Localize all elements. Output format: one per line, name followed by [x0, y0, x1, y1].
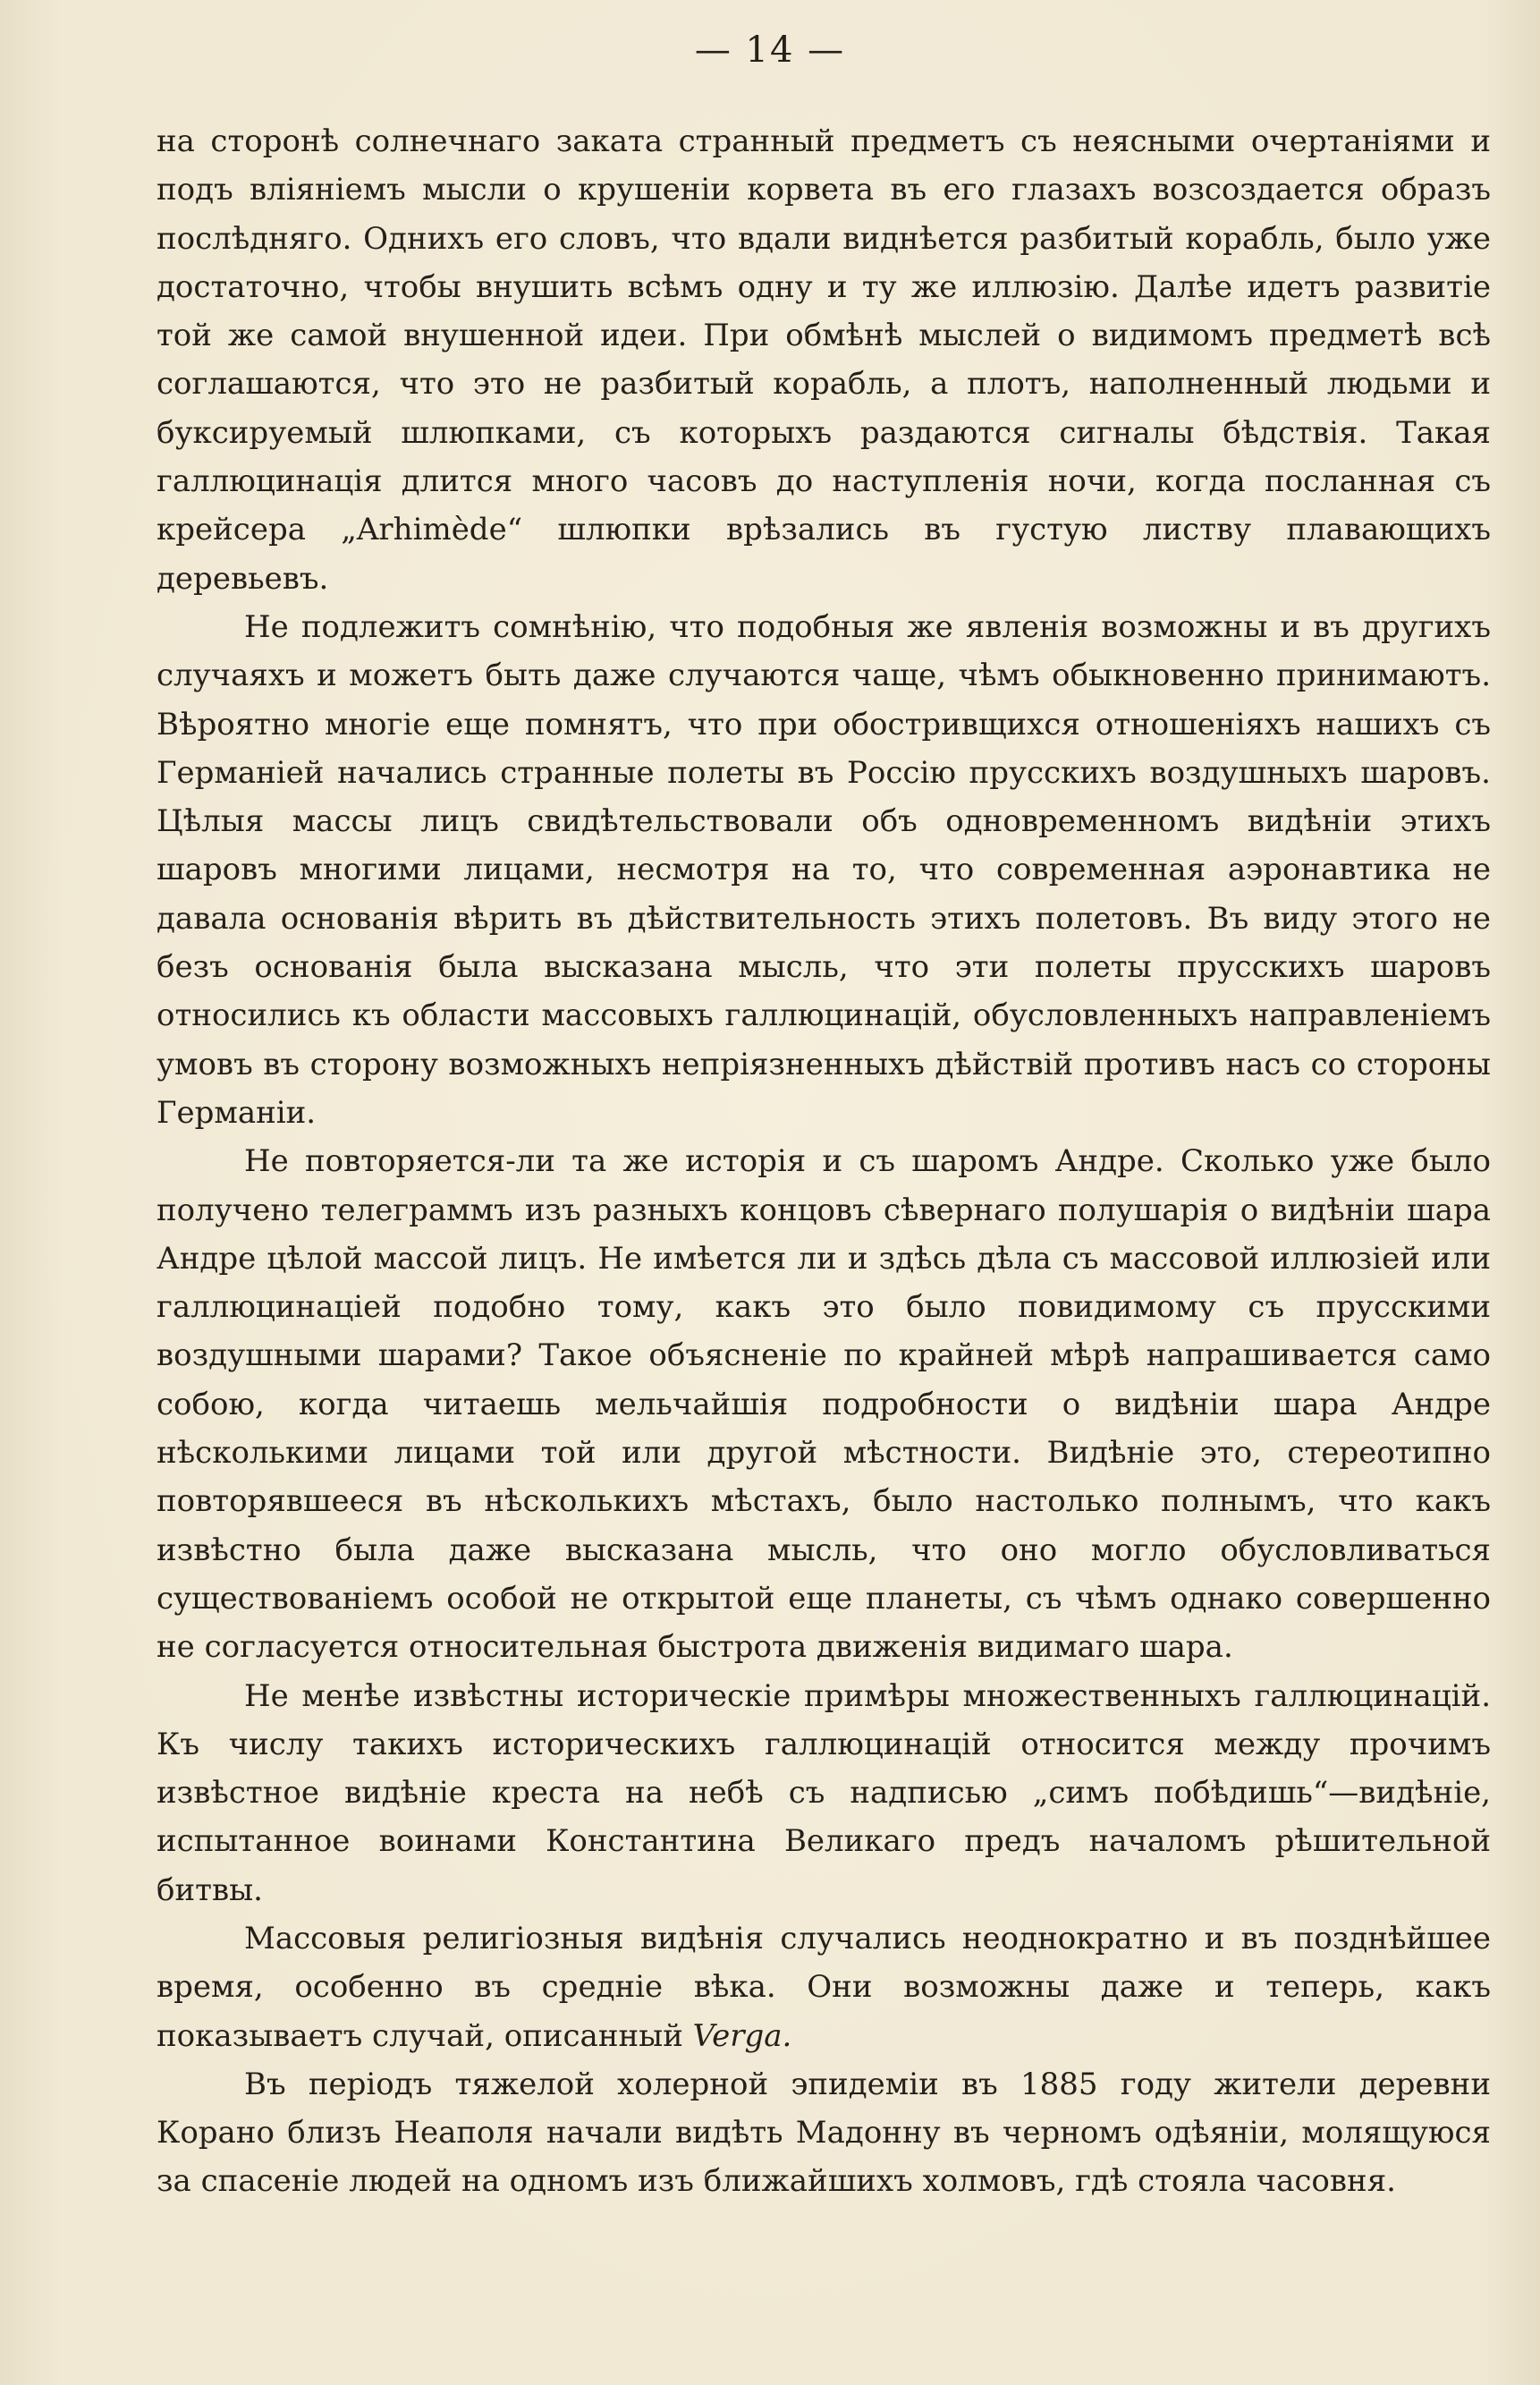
paragraph-5-text: Массовыя религіозныя видѣнія случались неоднократно и въ позднѣйшее время, особенно въ средніе вѣка. Они возможны даже и теперь, какъ показываетъ случай, описанный — [157, 1920, 1491, 2054]
paragraph-5 — [157, 1914, 1491, 2060]
author-name-italic: Verga. — [692, 2017, 792, 2054]
page-number: — 14 — — [694, 30, 846, 71]
paragraph-6-text: Въ періодъ тяжелой холерной эпидеміи въ 1885 году жители деревни Корано близъ Неаполя начали видѣть Мадонну въ черномъ одѣяніи, молящуюся за спасеніе людей на одномъ изъ ближайшихъ холмовъ, гдѣ стояла часовня. — [157, 2066, 1491, 2200]
paragraph-2-text: Не подлежитъ сомнѣнію, что подобныя же явленія возможны и въ другихъ случаяхъ и можетъ быть даже случаются чаще, чѣмъ обыкновенно принимаютъ. Вѣроятно многіе еще помнятъ, что при обостривщихся отношеніяхъ нашихъ съ Германіей начались странные полеты въ Россію прусскихъ воздушныхъ шаровъ. Цѣлыя массы лицъ свидѣтельствовали объ одновременномъ видѣніи этихъ шаровъ многими лицами, несмотря на то, что современная аэронавтика не давала основанія вѣрить въ дѣйствительность этихъ полетовъ. Въ виду этого не безъ основанія была высказана мысль, что эти полеты прусскихъ шаровъ относились къ области массовыхъ галлюцинацій, обусловленныхъ направленіемъ умовъ въ сторону возможныхъ непріязненныхъ дѣйствій противъ насъ со стороны Германіи. — [157, 608, 1491, 1131]
paragraph-3 — [157, 1137, 1491, 1671]
paragraph-3-text: Не повторяется-ли та же исторія и съ шаромъ Андре. Сколько уже было получено телеграммъ изъ разныхъ концовъ сѣвернаго полушарія о видѣніи шара Андре цѣлой массой лицъ. Не имѣется ли и здѣсь дѣла съ массовой иллюзіей или галлюцинаціей подобно тому, какъ это было повидимому съ прусскими воздушными шарами? Такое объясненіе по крайней мѣрѣ напрашивается само собою, когда читаешь мельчайшія подробности о видѣніи шара Андре нѣсколькими лицами той или другой мѣстности. Видѣніе это, стереотипно повторявшееся въ нѣсколькихъ мѣстахъ, было настолько полнымъ, что какъ извѣстно была даже высказана мысль, что оно могло обусловливаться существованіемъ особой не открытой еще планеты, съ чѣмъ однако совершенно не согласуется относительная быстрота движенія видимаго шара. — [157, 1143, 1491, 1666]
paragraph-1 — [157, 117, 1491, 603]
paragraph-4-text: Не менѣе извѣстны историческіе примѣры множественныхъ галлюцинацій. Къ числу такихъ историческихъ галлюцинацій относится между прочимъ извѣстное видѣніе креста на небѣ съ надписью „симъ побѣдишь“—видѣніе, испытанное воинами Константина Великаго предъ началомъ рѣшительной битвы. — [157, 1677, 1491, 1908]
body-text — [157, 117, 1491, 2206]
paragraph-4 — [157, 1672, 1491, 1914]
paragraph-1-text: на сторонѣ солнечнаго заката странный предметъ съ неясными очертаніями и подъ вліяніемъ мысли о крушеніи корвета въ его глазахъ возсоздается образъ послѣдняго. Однихъ его словъ, что вдали виднѣется разбитый корабль, было уже достаточно, чтобы внушить всѣмъ одну и ту же иллюзію. Далѣе идетъ развитіе той же самой внушенной идеи. При обмѣнѣ мыслей о видимомъ предметѣ всѣ соглашаются, что это не разбитый корабль, а плотъ, наполненный людьми и буксируемый шлюпками, съ которыхъ раздаются сигналы бѣдствія. Такая галлюцинація длится много часовъ до наступленія ночи, когда посланная съ крейсера „Arhimède“ шлюпки врѣзались въ густую листву плавающихъ деревьевъ. — [157, 123, 1491, 597]
paragraph-6 — [157, 2060, 1491, 2206]
paragraph-2 — [157, 603, 1491, 1137]
